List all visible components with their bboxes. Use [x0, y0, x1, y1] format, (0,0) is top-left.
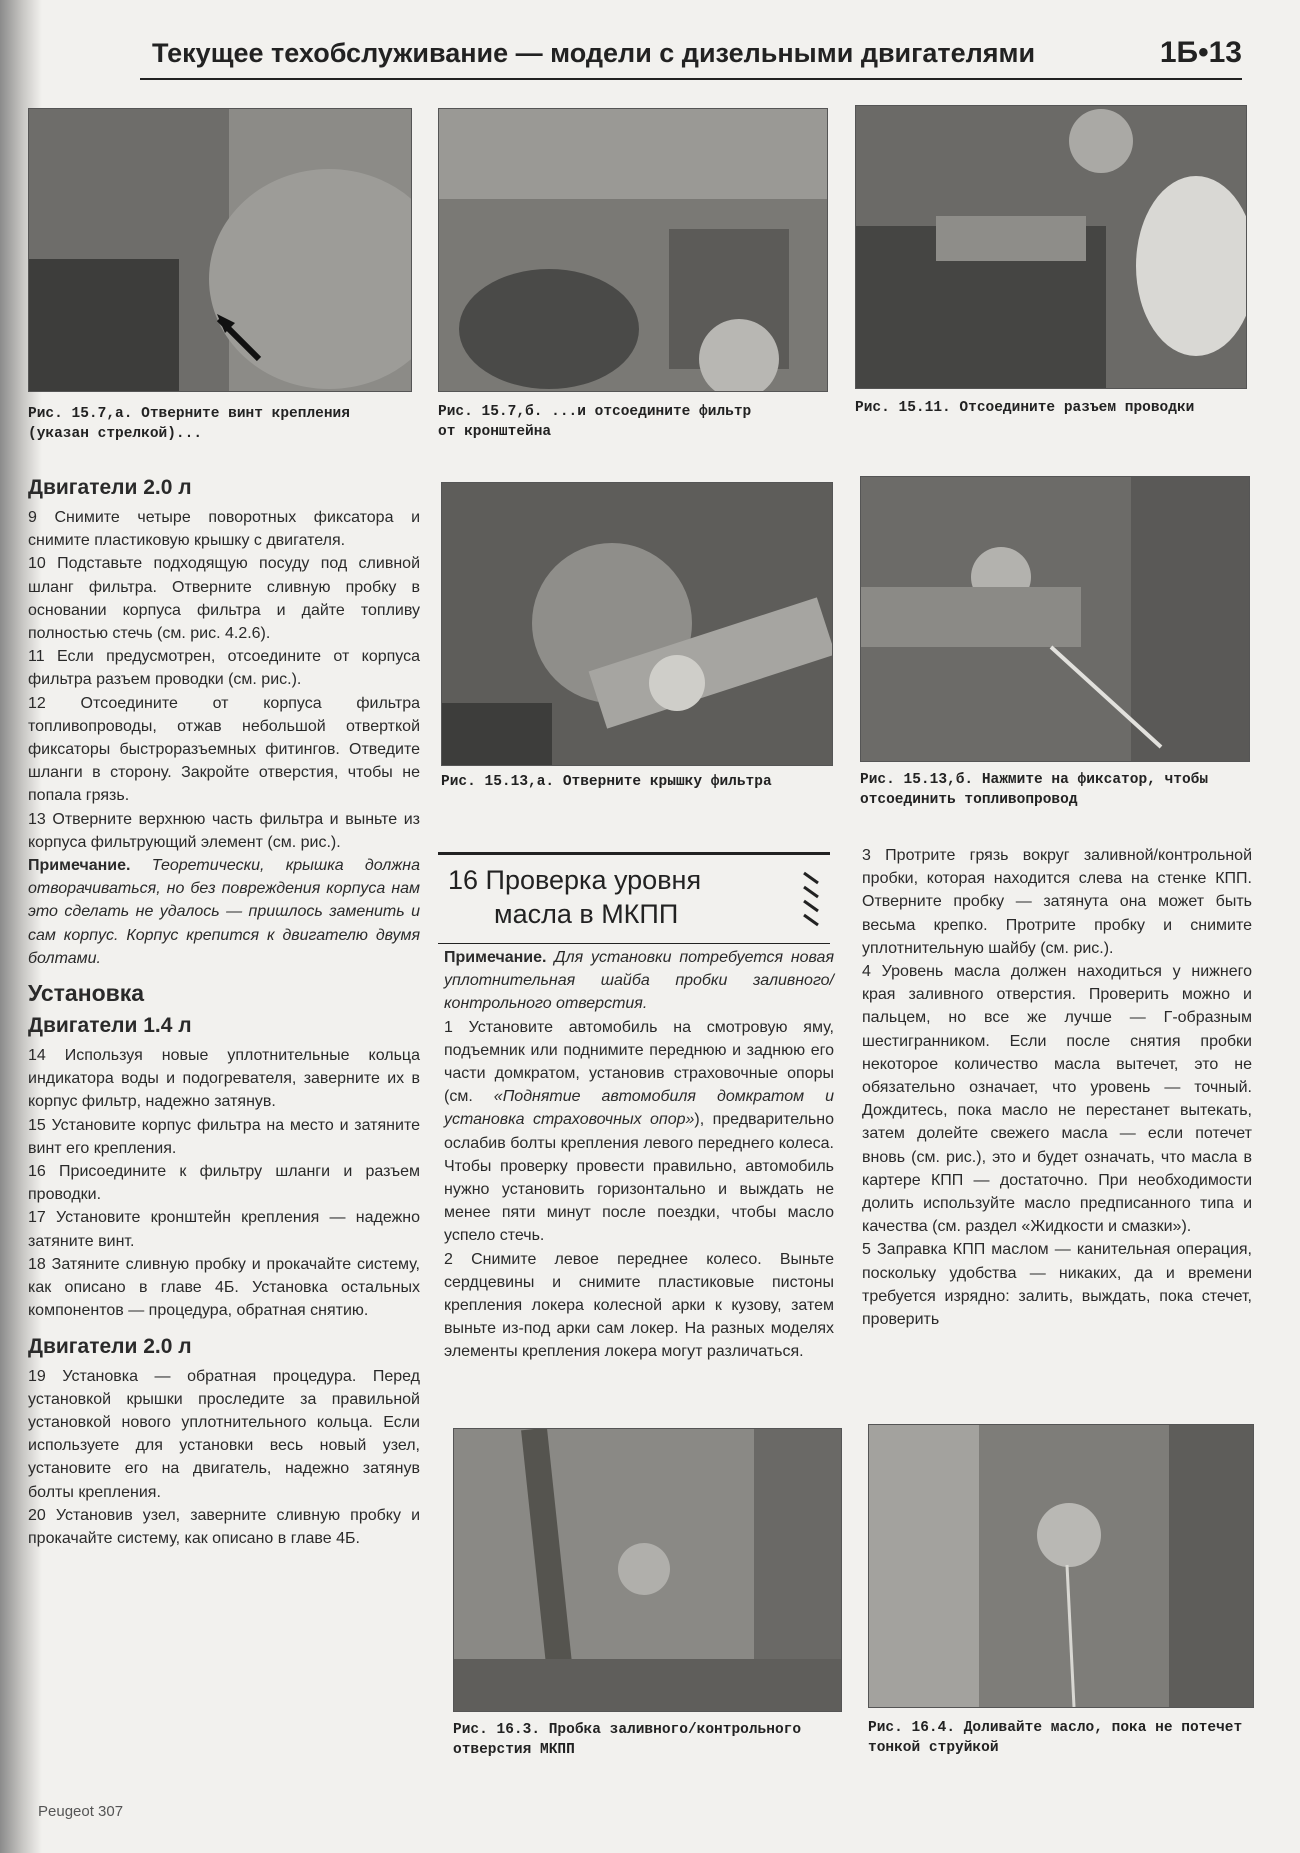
photo-fig-16-4: [868, 1424, 1254, 1708]
step-text: ), предварительно ослабив болты крепления левого переднего колеса. Чтобы проверку провести правильно, автомобиль нужно установить горизонтально и выждать не менее пяти минут после поездки, чтобы масло успело стечь.: [444, 1111, 834, 1245]
step-14: 14 Используя новые уплотнительные кольца индикатора воды и подогревателя, заверните их в корпус фильтр, надежно затянув.: [28, 1047, 420, 1111]
photo-fig-15-13b: [860, 476, 1250, 762]
step-12: 12 Отсоедините от корпуса фильтра топливопроводы, отжав небольшой отверткой фиксаторы быстроразъемных фитингов. Отведите шланги в сторону. Закройте отверстия, чтобы не попала грязь.: [28, 694, 420, 805]
step-16-5: 5 Заправка КПП маслом — канительная операция, поскольку удобства — никаких, да и времени требуется изрядно: залить, выждать, пока стечет, проверить: [862, 1241, 1252, 1329]
page-header: [140, 38, 1242, 80]
caption-fig-15-7a: Рис. 15.7,а. Отверните винт крепления (указан стрелкой)...: [28, 406, 350, 442]
step-13: 13 Отверните верхнюю часть фильтра и выньте из корпуса фильтрующий элемент (см. рис.).: [28, 810, 420, 851]
caption-fig-15-7b: Рис. 15.7,б. ...и отсоедините фильтр от кронштейна: [438, 404, 752, 440]
note-text: Теоретически, крышка должна отворачиваться, но без повреждения корпуса нам это сделать не удалось — пришлось заменить и сам корпус. Корпус крепится к двигателю двумя болтами.: [28, 857, 420, 967]
caption-fig-16-3: Рис. 16.3. Пробка заливного/контрольного отверстия МКПП: [453, 1722, 802, 1758]
step-16-1: [444, 1016, 834, 1248]
note-col1: [28, 854, 420, 970]
page-number: 1Б•13: [1159, 36, 1242, 69]
heading-engines-1-4: Двигатели 1.4 л: [28, 1014, 192, 1038]
note-label: Примечание.: [444, 949, 547, 966]
caption-fig-15-13a: Рис. 15.13,а. Отверните крышку фильтра: [441, 774, 772, 790]
step-9: 9 Снимите четыре поворотных фиксатора и снимите пластиковую крышку с двигателя.: [28, 509, 420, 550]
step-20: 20 Установив узел, заверните сливную пробку и прокачайте систему, как описано в главе 4Б.: [28, 1506, 420, 1547]
text-column-middle: [444, 946, 834, 1364]
heading-engines-2-0: Двигатели 2.0 л: [28, 476, 192, 499]
wrench-difficulty-icon: [798, 869, 824, 927]
caption-fig-15-13b: Рис. 15.13,б. Нажмите на фиксатор, чтобы отсоединить топливопровод: [860, 772, 1209, 808]
heading-installation: Установка: [28, 980, 145, 1007]
heading-engines-2-0-install: Двигатели 2.0 л: [28, 1334, 192, 1358]
section-16-heading: [438, 852, 830, 944]
step-19: 19 Установка — обратная процедура. Перед установкой крышки проследите за правильной установкой нового уплотнительного кольца. Если используете для установки весь новый узел, установите его на двигатель, надежно затянув болты крепления.: [28, 1367, 420, 1501]
step-10: 10 Подставьте подходящую посуду под сливной шланг фильтра. Отверните сливную пробку в основании корпуса фильтра и дайте топливу полностью стечь (см. рис. 4.2.6).: [28, 555, 420, 643]
step-16-3: 3 Протрите грязь вокруг заливной/контрольной пробки, которая находится слева на стенке КПП. Отверните пробку — затянута она может быть весьма крепко. Протрите пробку и снимите уплотнительную шайбу (см. рис.).: [862, 847, 1252, 957]
footer-model-name: Peugeot 307: [38, 1803, 124, 1820]
photo-fig-16-3: [453, 1428, 842, 1712]
photo-fig-15-7b: [438, 108, 828, 392]
step-16: 16 Присоедините к фильтру шланги и разъем проводки.: [28, 1163, 420, 1204]
note-label: Примечание.: [28, 857, 131, 875]
running-title: Текущее техобслуживание — модели с дизельными двигателями: [152, 38, 1036, 68]
text-column-left: [28, 474, 420, 1550]
step-11: 11 Если предусмотрен, отсоедините от корпуса фильтра разъем проводки (см. рис.).: [28, 648, 420, 689]
photo-fig-15-7a: [28, 108, 412, 392]
caption-fig-15-11: Рис. 15.11. Отсоедините разъем проводки: [855, 400, 1195, 416]
section-16-title-line1: 16 Проверка уровня: [448, 865, 702, 895]
note-text: Для установки потребуется новая уплотнительная шайба пробки заливного/контрольного отверстия.: [444, 949, 834, 1013]
section-16-title-line2: масла в МКПП: [494, 899, 679, 929]
note-col2: [444, 946, 834, 1016]
photo-fig-15-11: [855, 105, 1247, 389]
step-15: 15 Установите корпус фильтра на место и затяните винт его крепления.: [28, 1116, 420, 1157]
photo-fig-15-13a: [441, 482, 833, 766]
cross-reference: «Поднятие автомобиля домкратом и установка страховочных опор»: [444, 1088, 834, 1129]
step-16-2: 2 Снимите левое переднее колесо. Выньте сердцевины и снимите пластиковые пистоны крепления локера колесной арки к кузову, затем выньте из-под арки сам локер. На разных моделях элементы крепления локера могут различаться.: [444, 1250, 834, 1361]
step-18: 18 Затяните сливную пробку и прокачайте систему, как описано в главе 4Б. Установка остальных компонентов — процедура, обратная снятию.: [28, 1255, 420, 1320]
step-16-4: 4 Уровень масла должен находиться у нижнего края заливного отверстия. Проверить можно и пальцем, но все же лучше — Г-образным шестигранником. Если после снятия пробки некоторое количество масла вытечет, это не обязательно означает, что уровень — точный. Дождитесь, пока масло не перестанет вытекать, затем долейте свежего масла — если потечет вновь (см. рис.), это и будет означать, что масла в картере КПП — достаточно. При необходимости долить используйте масло предписанного типа и качества (см. раздел «Жидкости и смазки»).: [862, 963, 1252, 1236]
step-17: 17 Установите кронштейн крепления — надежно затяните винт.: [28, 1209, 420, 1250]
text-column-right: [862, 844, 1252, 1331]
caption-fig-16-4: Рис. 16.4. Доливайте масло, пока не потечет тонкой струйкой: [868, 1720, 1243, 1756]
step-text: 1 Установите автомобиль на смотровую яму, подъемник или поднимите переднюю и заднюю его части домкратом, установив страховочные опоры (см.: [444, 1018, 834, 1106]
